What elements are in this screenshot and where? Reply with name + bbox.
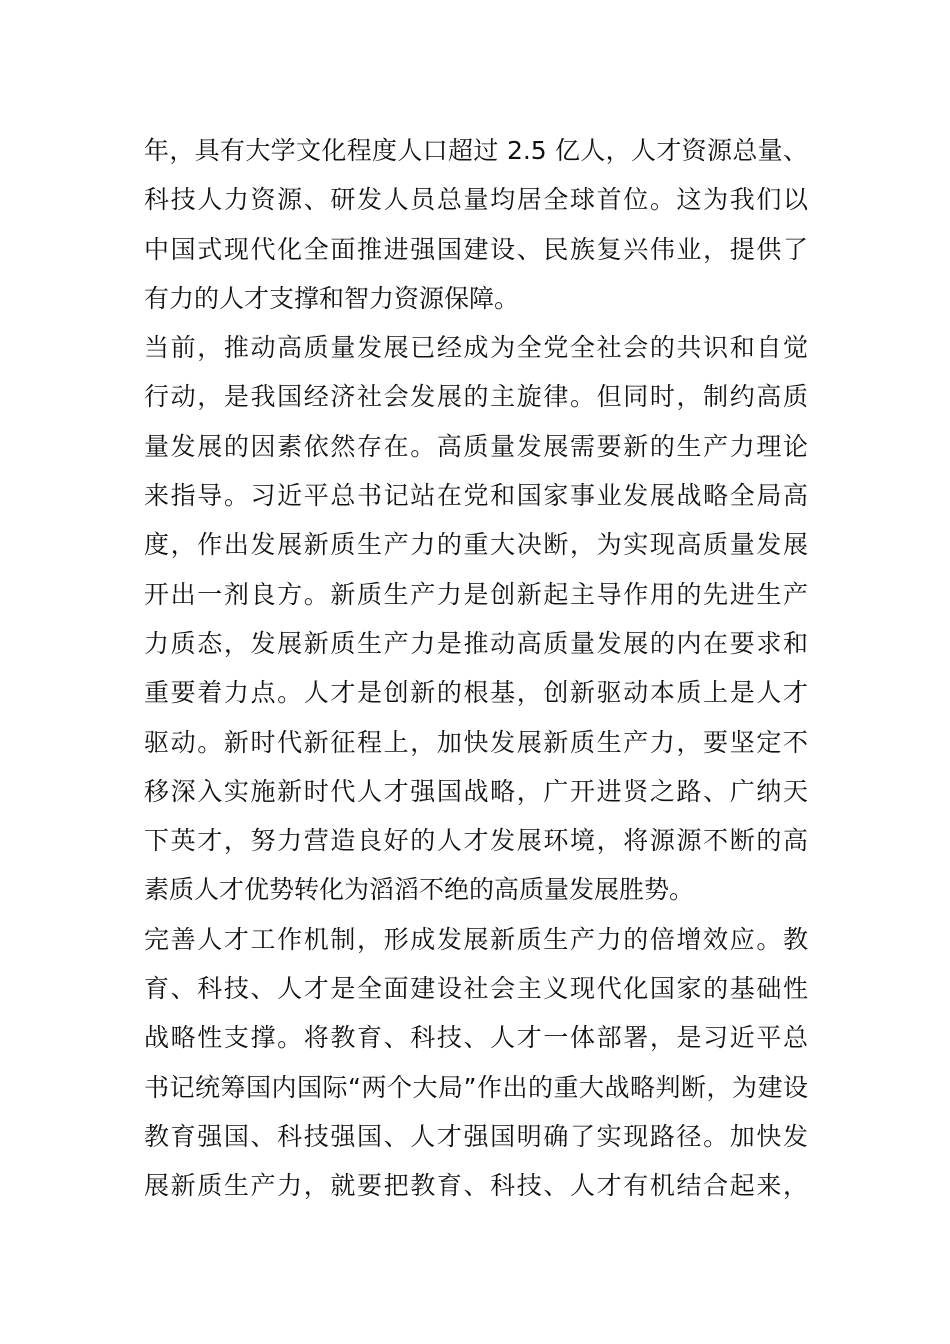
- text-line: 完善人才工作机制，形成发展新质生产力的倍增效应。教: [144, 924, 808, 954]
- text-line: 当前，推动高质量发展已经成为全党全社会的共识和自觉: [144, 333, 808, 363]
- text-line: 科技人力资源、研发人员总量均居全球首位。这为我们以: [144, 185, 808, 215]
- text-line: 年，具有大学文化程度人口超过 2.5 亿人，人才资源总量、: [144, 136, 808, 165]
- text-line: 重要着力点。人才是创新的根基，创新驱动本质上是人才: [144, 678, 808, 708]
- paragraph: [144, 323, 808, 915]
- text-line: 教育强国、科技强国、人才强国明确了实现路径。加快发: [144, 1121, 808, 1151]
- text-line: 开出一剂良方。新质生产力是创新起主导作用的先进生产: [144, 579, 808, 609]
- text-line: 中国式现代化全面推进强国建设、民族复兴伟业，提供了: [144, 234, 808, 264]
- body-text: [144, 126, 808, 1211]
- paragraph: [144, 126, 808, 323]
- text-line: 行动，是我国经济社会发展的主旋律。但同时，制约高质: [144, 382, 808, 412]
- text-line: 量发展的因素依然存在。高质量发展需要新的生产力理论: [144, 431, 808, 461]
- text-line: 下英才，努力营造良好的人才发展环境，将源源不断的高: [144, 826, 808, 856]
- text-line: 有力的人才支撑和智力资源保障。: [144, 283, 520, 313]
- text-line: 来指导。习近平总书记站在党和国家事业发展战略全局高: [144, 481, 808, 511]
- text-line: 素质人才优势转化为滔滔不绝的高质量发展胜势。: [144, 875, 695, 905]
- text-line: 度，作出发展新质生产力的重大决断，为实现高质量发展: [144, 530, 808, 560]
- text-line: 力质态，发展新质生产力是推动高质量发展的内在要求和: [144, 628, 808, 658]
- text-line: 驱动。新时代新征程上，加快发展新质生产力，要坚定不: [144, 727, 808, 757]
- paragraph: [144, 915, 808, 1211]
- text-line: 战略性支撑。将教育、科技、人才一体部署，是习近平总: [144, 1023, 808, 1053]
- text-line: 展新质生产力，就要把教育、科技、人才有机结合起来，: [144, 1171, 808, 1201]
- text-line: 移深入实施新时代人才强国战略，广开进贤之路、广纳天: [144, 776, 808, 806]
- text-line: 育、科技、人才是全面建设社会主义现代化国家的基础性: [144, 974, 808, 1004]
- text-line: 书记统筹国内国际“两个大局”作出的重大战略判断，为建设: [144, 1072, 808, 1102]
